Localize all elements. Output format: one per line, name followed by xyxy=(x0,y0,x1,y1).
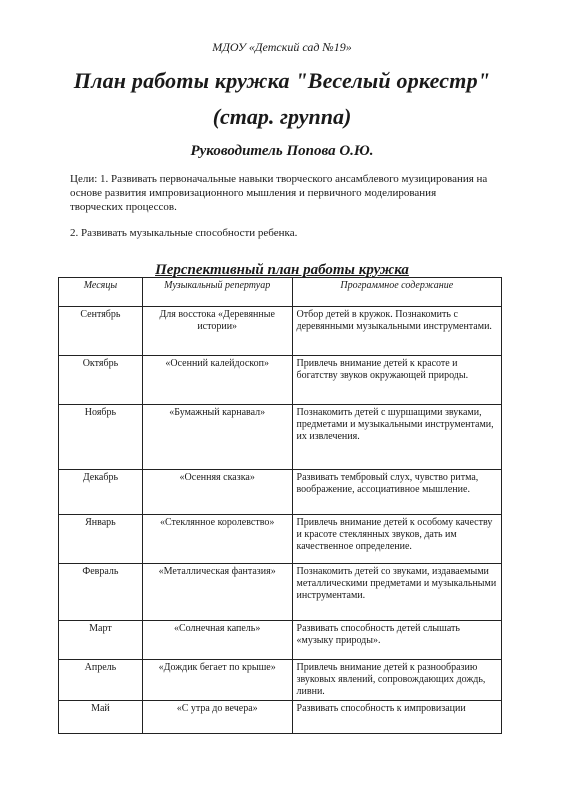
table-row xyxy=(59,515,502,564)
content-cell: Отбор детей в кружок. Познакомить с деревянными музыкальными инструментами. xyxy=(292,307,501,356)
content-cell: Привлечь внимание детей к разнообразию звуковых явлений, сопровождающих дождь, ливни. xyxy=(292,660,501,701)
column-header-repertoire: Музыкальный репертуар xyxy=(142,278,292,307)
month-cell: Октябрь xyxy=(59,356,143,405)
month-cell: Май xyxy=(59,701,143,734)
content-cell: Развивать способность к импровизации xyxy=(292,701,501,734)
repertoire-cell: «Солнечная капель» xyxy=(142,621,292,660)
table-row xyxy=(59,405,502,470)
table-row xyxy=(59,660,502,701)
column-header-content: Программное содержание xyxy=(292,278,501,307)
document-title: План работы кружка "Веселый оркестр" xyxy=(73,68,491,93)
month-cell: Апрель xyxy=(59,660,143,701)
table-row xyxy=(59,307,502,356)
month-cell: Ноябрь xyxy=(59,405,143,470)
repertoire-cell: «Дождик бегает по крыше» xyxy=(142,660,292,701)
table-row xyxy=(59,356,502,405)
table-row xyxy=(59,564,502,621)
month-cell: Февраль xyxy=(59,564,143,621)
content-cell: Развивать тембровый слух, чувство ритма, воображение, ассоциативное мышление. xyxy=(292,470,501,515)
document-subtitle: (стар. группа) xyxy=(212,104,352,129)
repertoire-cell: Для восстока «Деревянные истории» xyxy=(142,307,292,356)
goal-1-text: Цели: 1. Развивать первоначальные навыки творческого ансамблевого музицирования на основе развития импровизационного мышления и первичного моделирования творческих процессов. xyxy=(70,173,488,213)
repertoire-cell: «Бумажный карнавал» xyxy=(142,405,292,470)
repertoire-cell: «Осенний калейдоскоп» xyxy=(142,356,292,405)
content-cell: Привлечь внимание детей к особому качеству и красоте стеклянных звуков, дать им качественное определение. xyxy=(292,515,501,564)
column-header-month: Месяцы xyxy=(59,278,143,307)
month-cell: Март xyxy=(59,621,143,660)
repertoire-cell: «Осенняя сказка» xyxy=(142,470,292,515)
table-header-row xyxy=(59,278,502,307)
table-row xyxy=(59,621,502,660)
repertoire-cell: «С утра до вечера» xyxy=(142,701,292,734)
repertoire-cell: «Стеклянное королевство» xyxy=(142,515,292,564)
table-row xyxy=(59,470,502,515)
plan-heading: Перспективный план работы кружка xyxy=(155,262,409,278)
table-row xyxy=(59,701,502,734)
month-cell: Декабрь xyxy=(59,470,143,515)
leader-name: Руководитель Попова О.Ю. xyxy=(190,143,374,159)
content-cell: Познакомить детей с шуршащими звуками, предметами и музыкальными инструментами, их извлечения. xyxy=(292,405,501,470)
organization-name: МДОУ «Детский сад №19» xyxy=(212,40,352,54)
goals-section xyxy=(70,172,490,240)
month-cell: Январь xyxy=(59,515,143,564)
repertoire-cell: «Металлическая фантазия» xyxy=(142,564,292,621)
month-cell: Сентябрь xyxy=(59,307,143,356)
content-cell: Познакомить детей со звуками, издаваемыми металлическими предметами и музыкальными инструментами. xyxy=(292,564,501,621)
content-cell: Привлечь внимание детей к красоте и богатству звуков окружающей природы. xyxy=(292,356,501,405)
content-cell: Развивать способность детей слышать «музыку природы». xyxy=(292,621,501,660)
goal-2-text: 2. Развивать музыкальные способности ребенка. xyxy=(70,227,298,239)
plan-table xyxy=(58,277,502,734)
